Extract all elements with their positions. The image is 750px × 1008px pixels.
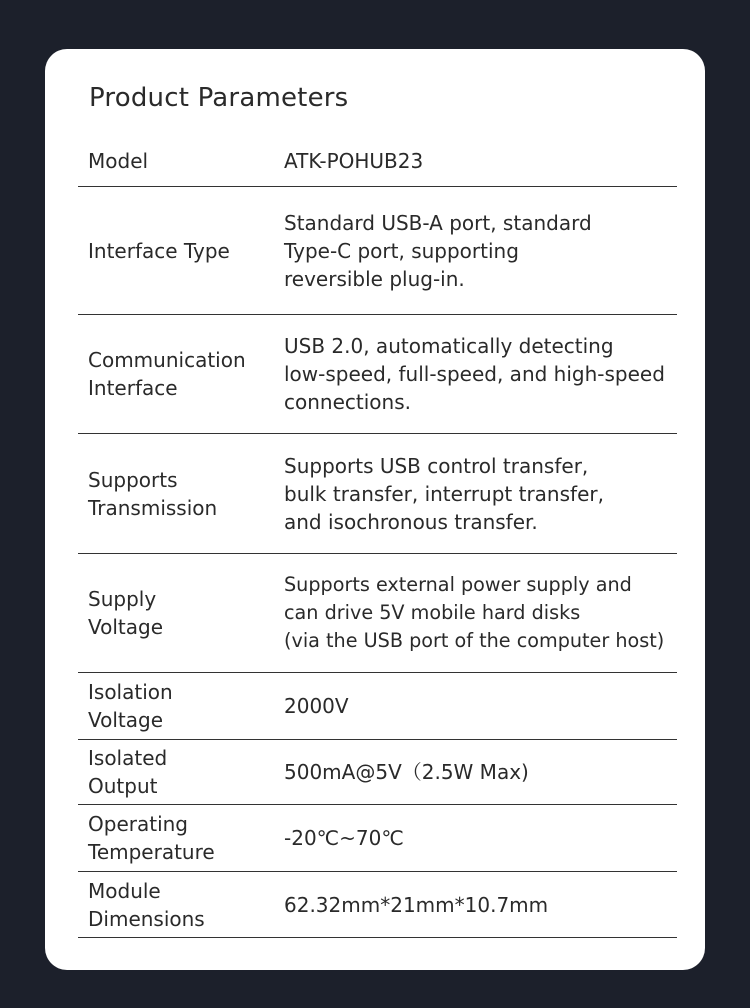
row-label-line: Module xyxy=(88,878,161,903)
row-label xyxy=(88,678,263,734)
row-value-line: reversible plug-in. xyxy=(284,266,465,291)
table-row-supports-transmission xyxy=(78,434,677,554)
row-label xyxy=(88,237,263,265)
table-row-model xyxy=(78,135,677,187)
row-label xyxy=(88,585,263,641)
table-row-interface-type xyxy=(78,187,677,315)
row-label-line: Voltage xyxy=(88,708,164,732)
row-value xyxy=(284,452,679,536)
row-label-line: Supports xyxy=(88,467,178,492)
table-row-communication-interface xyxy=(78,315,677,434)
table-row-module-dimensions xyxy=(78,872,677,938)
table-row-supply-voltage xyxy=(78,554,677,673)
row-label-line: Temperature xyxy=(88,840,215,864)
row-value-line: Supports USB control transfer, xyxy=(284,453,589,478)
row-label-line: Voltage xyxy=(88,615,164,639)
table-row-operating-temperature xyxy=(78,805,677,872)
row-label-line: Model xyxy=(88,148,149,173)
row-value xyxy=(284,692,679,720)
row-value xyxy=(284,332,679,416)
row-label xyxy=(88,466,263,522)
row-value-line: Supports external power supply and xyxy=(284,573,632,596)
row-value xyxy=(284,824,679,852)
row-label-line: Dimensions xyxy=(88,906,205,931)
table-row-isolated-output xyxy=(78,740,677,805)
row-value-line: (via the USB port of the computer host) xyxy=(284,629,665,652)
row-label-line: Operating xyxy=(88,812,188,836)
row-label xyxy=(88,147,263,175)
page-title: Product Parameters xyxy=(89,83,349,113)
row-value-line: connections. xyxy=(284,390,411,414)
row-value xyxy=(284,571,679,655)
row-label-line: Isolation xyxy=(88,680,173,704)
row-value-line: and isochronous transfer. xyxy=(284,509,538,534)
parameters-card xyxy=(45,49,705,970)
row-value-line: Type-C port, supporting xyxy=(284,238,519,263)
row-label-line: Interface Type xyxy=(88,238,230,263)
row-label-line: Transmission xyxy=(88,495,218,520)
row-value xyxy=(284,891,679,919)
row-value-line: ATK-POHUB23 xyxy=(284,148,424,173)
row-value-line: 500mA@5V（2.5W Max) xyxy=(284,760,529,784)
row-value-line: USB 2.0, automatically detecting xyxy=(284,334,614,358)
row-label-line: Supply xyxy=(88,587,157,611)
row-value xyxy=(284,209,679,293)
row-value-line: -20℃~70℃ xyxy=(284,826,404,850)
row-value-line: bulk transfer, interrupt transfer, xyxy=(284,481,604,506)
table-row-isolation-voltage xyxy=(78,673,677,740)
row-value xyxy=(284,758,679,786)
row-value-line: 62.32mm*21mm*10.7mm xyxy=(284,892,549,917)
row-value xyxy=(284,147,679,175)
row-value-line: low-speed, full-speed, and high-speed xyxy=(284,362,665,386)
row-label-line: Interface xyxy=(88,376,178,400)
row-label-line: Communication xyxy=(88,348,246,372)
row-label xyxy=(88,810,263,866)
row-label-line: Isolated xyxy=(88,746,168,770)
row-value-line: can drive 5V mobile hard disks xyxy=(284,601,581,624)
row-label xyxy=(88,877,263,933)
row-label-line: Output xyxy=(88,774,158,798)
row-label xyxy=(88,744,263,800)
row-label xyxy=(88,346,263,402)
row-value-line: Standard USB-A port, standard xyxy=(284,210,592,235)
row-value-line: 2000V xyxy=(284,694,349,718)
